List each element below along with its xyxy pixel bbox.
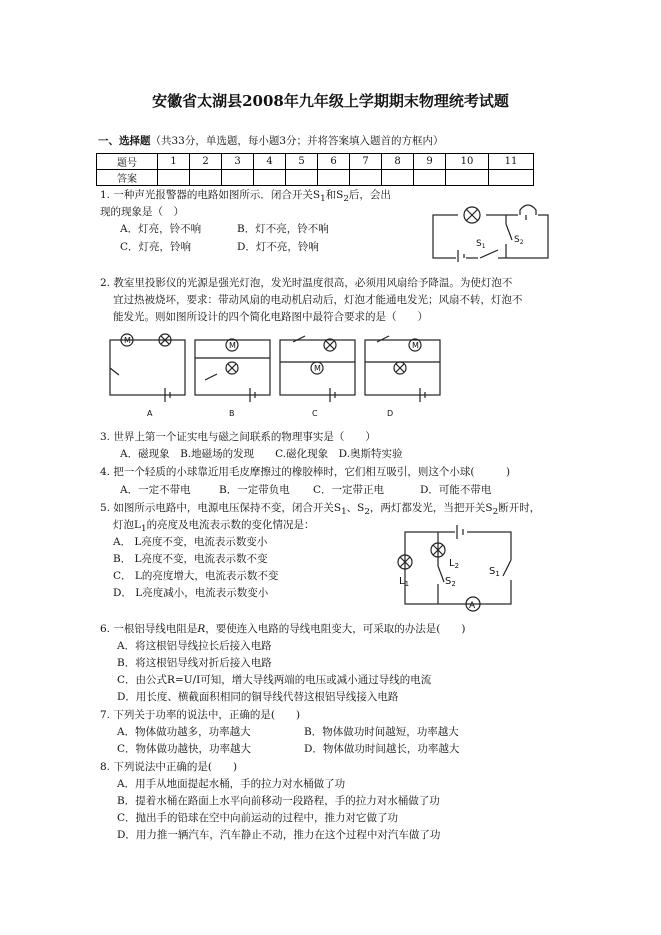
q5-option-c[interactable]: C． L的亮度增大，电流表示数不变 (113, 570, 279, 582)
q6-text: ，要使连入电路的导线电阻变大，可采取的办法是( ) (205, 623, 466, 635)
q7-option-d[interactable]: D．物体做功时间越长，功率越大 (304, 743, 460, 755)
answer-cell[interactable] (254, 170, 286, 186)
q5-circuit-diagram (393, 524, 518, 614)
svg-text:L2 (449, 558, 459, 570)
row-label-number: 题号 (97, 154, 158, 170)
subscript: 1 (481, 243, 486, 250)
svg-text:S2 (514, 235, 524, 246)
svg-text:S1 (489, 566, 500, 578)
q7-option-c[interactable]: C．物体做功越快，功率越大 (117, 743, 252, 755)
label-c: C (312, 409, 318, 418)
q6-option-b[interactable]: B．将这根铝导线对折后接入电路 (117, 657, 272, 669)
label-b: B (229, 409, 235, 418)
answer-cell[interactable] (382, 170, 414, 186)
switch-icon (205, 374, 217, 380)
number-cell: 8 (382, 154, 414, 170)
section-heading (98, 134, 444, 148)
number-cell: 11 (489, 154, 534, 170)
q4-option-c[interactable]: C．一定带正电 (313, 484, 385, 496)
switch-icon (110, 368, 119, 375)
q8-option-d[interactable]: D．用力推一辆汽车，汽车静止不动，推力在这个过程中对汽车做了功 (117, 829, 441, 841)
q4-option-b[interactable]: B．一定带负电 (219, 484, 290, 496)
switch-icon (377, 336, 389, 342)
q1-stem-line2: 现的现象是（ ） (100, 206, 184, 218)
svg-text:S2 (445, 576, 456, 588)
q1-circuit-diagram (428, 200, 553, 262)
q5-option-b[interactable]: B． L亮度不变，电流表示数不变 (113, 553, 268, 565)
motor-icon: M (124, 336, 131, 345)
number-cell: 10 (446, 154, 489, 170)
ammeter-label: A (469, 601, 476, 611)
label-a: A (147, 409, 153, 418)
number-cell: 3 (222, 154, 254, 170)
number-cell: 1 (158, 154, 190, 170)
label-d: D (387, 409, 394, 418)
label-s1: S (489, 566, 496, 577)
answer-cell[interactable] (158, 170, 190, 186)
q4-option-a[interactable]: A．一定不带电 (120, 484, 191, 496)
q6-option-d[interactable]: D．用长度、横截面积相同的铜导线代替这根铝导线接入电路 (117, 691, 399, 703)
q5-stem-line2 (113, 518, 315, 536)
subscript: 1 (140, 524, 147, 535)
q6-text: 6. 一根铝导线电阻是 (100, 623, 198, 635)
answer-cell[interactable] (350, 170, 382, 186)
number-cell: 4 (254, 154, 286, 170)
subscript: 1 (495, 570, 500, 578)
q8-option-c[interactable]: C．抛出手的铅球在空中向前运动的过程中，推力对它做了功 (117, 812, 399, 824)
q7-option-b[interactable]: B．物体做功时间越短，功率越大 (304, 726, 459, 738)
q5-text: 断开时， (498, 502, 541, 514)
q4-option-d[interactable]: D．可能不带电 (420, 484, 492, 496)
q4-stem: 4. 把一个轻质的小球靠近用毛皮摩擦过的橡胶棒时，它们相互吸引，则这个小球( ) (100, 466, 511, 478)
q8-option-a[interactable]: A．用手从地面提起水桶，手的拉力对水桶做了功 (117, 778, 346, 790)
subscript: 2 (343, 194, 349, 205)
motor-icon: M (412, 341, 419, 350)
number-cell: 6 (318, 154, 350, 170)
q2-stem-line1: 2. 教室里投影仪的光源是强光灯泡，发光时温度很高，必须用风扇给予降温。为使灯泡不 (100, 277, 513, 289)
subscript: 2 (364, 507, 370, 518)
motor-icon: M (229, 341, 236, 350)
q1-text: 后，会出 (348, 189, 391, 201)
q2-circuit-diagrams (105, 330, 445, 420)
circuit-a (110, 340, 185, 395)
answer-table (96, 153, 534, 186)
answer-cell[interactable] (190, 170, 222, 186)
label-l1: L (399, 576, 405, 587)
table-row (97, 154, 534, 170)
answer-cell[interactable] (286, 170, 318, 186)
label-l2: L (449, 558, 455, 569)
answer-cell[interactable] (414, 170, 446, 186)
svg-text:L1 (399, 576, 409, 588)
q3-options[interactable]: A．磁现象 B.地磁场的发现 C.磁化现象 D.奥斯特实验 (120, 448, 403, 460)
q2-stem-line3: 能发光。则如图所设计的四个简化电路图中最符合要求的是（ ） (113, 311, 428, 323)
number-cell: 5 (286, 154, 318, 170)
row-label-answer: 答案 (97, 170, 158, 186)
subscript: 1 (404, 580, 410, 588)
q2-stem-line2: 宜过热被烧坏，要求：带动风扇的电动机启动后，灯泡才能通电发光；风扇不转，灯泡不 (113, 294, 523, 306)
q1-stem-line1 (100, 188, 391, 206)
q1-option-d[interactable]: D．灯不亮，铃响 (237, 241, 319, 253)
q5-text: 5. 如图所示电路中，电源电压保持不变，闭合开关S (100, 502, 342, 514)
q1-option-a[interactable]: A．灯亮，铃不响 (120, 223, 202, 235)
q5-stem-line1 (100, 501, 540, 519)
q3-stem: 3. 世界上第一个证实电与磁之间联系的物理事实是（ ） (100, 431, 376, 443)
subscript: 1 (341, 507, 347, 518)
page-title: 安徽省太湖县2008年九年级上学期期末物理统考试题 (152, 92, 509, 110)
q5-text: 灯泡L (113, 519, 141, 531)
q5-option-a[interactable]: A． L亮度不变，电流表示数变小 (113, 536, 268, 548)
switch-icon (293, 336, 305, 342)
q8-option-b[interactable]: B．提着水桶在路面上水平向前移动一段路程，手的拉力对水桶做了功 (117, 795, 440, 807)
subscript: 1 (320, 194, 326, 205)
q6-option-a[interactable]: A．将这根铝导线拉长后接入电路 (117, 640, 272, 652)
svg-text:S1 (476, 239, 486, 250)
q6-text: R (197, 623, 206, 635)
label-s1: S (476, 239, 482, 249)
number-cell: 9 (414, 154, 446, 170)
q8-stem: 8. 下列说法中正确的是( ) (100, 761, 238, 773)
q1-option-b[interactable]: B．灯不亮，铃不响 (237, 223, 329, 235)
table-row (97, 170, 534, 186)
q6-stem (100, 622, 465, 636)
answer-cell[interactable] (446, 170, 489, 186)
subscript: 2 (492, 507, 499, 518)
subscript: 2 (451, 580, 456, 588)
answer-cell[interactable] (489, 170, 534, 186)
q5-text: ，两灯都发光，当把开关S (369, 502, 493, 514)
answer-cell[interactable] (222, 170, 254, 186)
q1-text: 和S (325, 189, 344, 201)
subscript: 2 (454, 562, 460, 570)
circuit-d (365, 340, 440, 395)
q6-option-c[interactable]: C．由公式R=U/I可知，增大导线两端的电压或减小通过导线的电流 (117, 674, 432, 686)
label-s2: S (514, 235, 520, 245)
q1-option-c[interactable]: C．灯亮，铃响 (120, 241, 192, 253)
q1-text: 1. 一种声光报警器的电路如图所示．闭合开关S (100, 189, 321, 201)
answer-cell[interactable] (318, 170, 350, 186)
label-s2: S (445, 576, 452, 587)
q7-option-a[interactable]: A．物体做功越多，功率越大 (117, 726, 251, 738)
subscript: 2 (519, 239, 524, 246)
number-cell: 2 (190, 154, 222, 170)
q5-text: 、S (346, 502, 365, 514)
section-note: （共33分，单选题，每小题3分；并将答案填入题首的方框内） (150, 135, 444, 147)
q5-text: 的亮度及电流表示数的变化情况是： (146, 519, 315, 531)
motor-icon: M (314, 364, 321, 373)
section-title: 一、选择题 (98, 135, 151, 147)
q7-stem: 7. 下列关于功率的说法中，正确的是( ) (100, 709, 301, 721)
q5-option-d[interactable]: D． L亮度减小，电流表示数变小 (113, 587, 269, 599)
number-cell: 7 (350, 154, 382, 170)
